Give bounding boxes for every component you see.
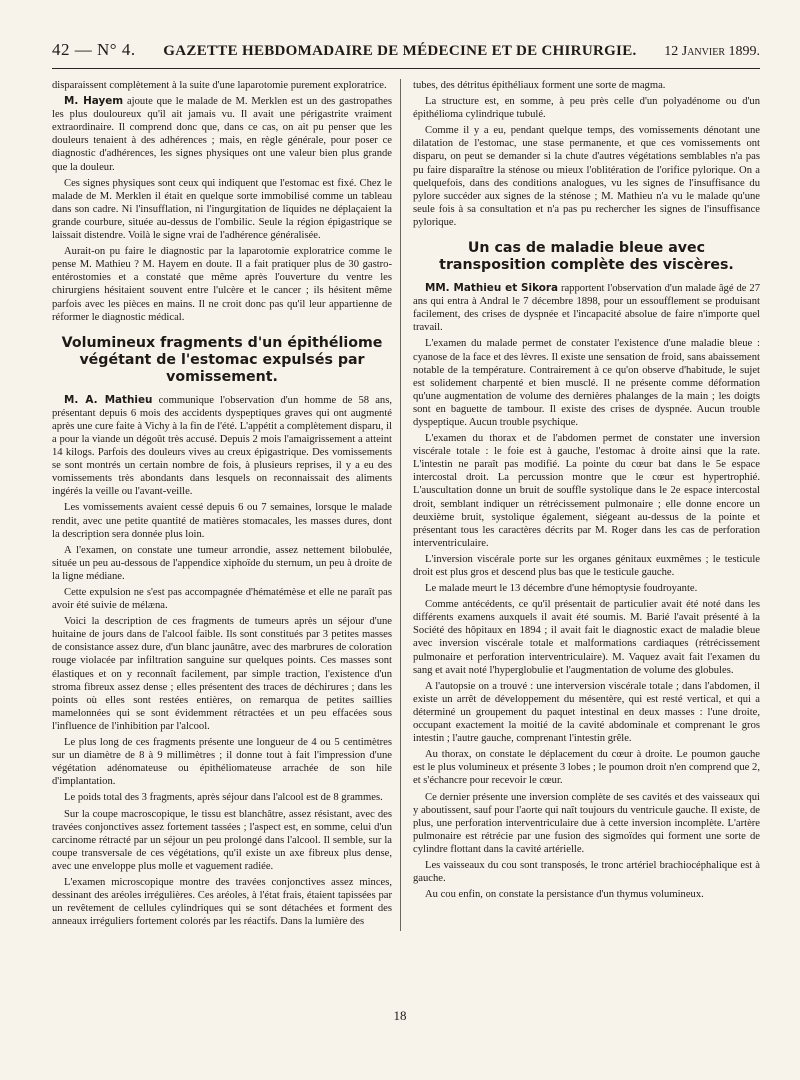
paragraph-text: rapportent l'observation d'un malade âgé de 27 ans qui entra à Andral le 7 décembre 1898, pour un essoufflement se produisant facilement, des crises de dyspnée et l'incapacité absolue de faire n'importe quel travail. xyxy=(413,283,761,334)
journal-title: GAZETTE HEBDOMADAIRE DE MÉDECINE ET DE CHIRURGIE. xyxy=(163,43,637,59)
paragraph: disparaissent complètement à la suite d'une laparotomie purement exploratrice. xyxy=(52,80,387,91)
paragraph: Aurait-on pu faire le diagnostic par la laparotomie exploratrice comme le pense M. Mathieu ? M. Hayem en doute. Il a fait pratiquer plus de 30 gastro-entérostomies et a constaté que même après l'ouverture du ventre les chirurgiens hésitaient souvent entre l'ulcère et le cancer ; ils hésitent même parfois avec les pièces en mains. Il ne croit donc pas qu'il leur appartienne de réformer le diagnostic médical. xyxy=(52,246,392,323)
paragraph: La structure est, en somme, à peu près celle d'un polyadénome ou d'un épithélioma cylindrique tubulé. xyxy=(413,96,760,121)
paragraph: Ce dernier présente une inversion complète de ses cavités et des vaisseaux qui y aboutissent, sauf pour l'aorte qui naît toujours du ventricule gauche. Il existe, de plus, une perforation interventriculaire due à cette inversion incomplète. L'artère pulmonaire est rétrécie par une fusion des sigmoïdes qui forment une sorte de cylindre flottant dans la cavité artérielle. xyxy=(413,791,760,855)
paragraph: L'examen du thorax et de l'abdomen permet de constater une inversion viscérale totale : le foie est à gauche, l'estomac à droite ainsi que la rate. L'intestin ne paraît pas modifié. La pointe du cœur bat dans le 5e espace intercostal droit. La percussion montre que le cœur est hypertrophié. L'auscultation donne un bruit de souffle systolique dans le 2e espace intercostal droit, semblant indiquer un rétrécissement pulmonaire ; elle donne encore un deuxième bruit, systolique également, siégeant au-dessus de la pointe et présentant tous les caractères décrits par M. Roger dans les cas de perforation interventriculaire. xyxy=(413,433,760,549)
paragraph: Le plus long de ces fragments présente une longueur de 4 ou 5 centimètres sur un diamètre de 8 à 9 millimètres ; il donne tout à fait l'impression d'une végétation adénomateuse ou épithéliomateuse arrachée de son hile d'implantation. xyxy=(52,737,392,788)
speaker-name: M. Hayem xyxy=(64,95,124,108)
paragraph: Les vaisseaux du cou sont transposés, le tronc artériel brachiocéphalique est à gauche. xyxy=(413,859,760,885)
section-title: Un cas de maladie bleue avec transposition complète des viscères. xyxy=(439,240,734,274)
paragraph: Comme il y a eu, pendant quelque temps, des vomissements dénotant une dilatation de l'estomac, une stase permanente, et que ces vomissements ont disparu, on peut se demander si la chute d'autres végétations semblables n'a pas pu faire disparaître la sténose ou mieux l'oblitération de l'orifice pylorique. On a quelquefois, dans des conditions analogues, vu les signes de l'insuffisance du pylore succéder aux signes de la sténose ; M. Mathieu n'a vu le malade qu'une seule fois à sa consultation et n'a pas pu rechercher les signes de l'insuffisance pylorique. xyxy=(413,125,760,228)
date-day: 12 xyxy=(664,44,679,59)
paragraph: Sur la coupe macroscopique, le tissu est blanchâtre, assez résistant, avec des travées conjonctives assez fortement tassées ; l'aspect est, en somme, celui d'un carcinome rétracté par un séjour un peu prolongé dans l'alcool. Il semble, sur la coupe transversale de ces végétations, qu'il existe un axe fibreux plus dense, avec une enveloppe plus molle et vaguement radiée. xyxy=(52,808,392,872)
paragraph: Voici la description de ces fragments de tumeurs après un séjour d'une huitaine de jours dans de l'alcool faible. Ils sont constitués par 3 petites masses de consistance assez dure, d'un blanc jaunâtre, avec des marbrures de coloration rouge violacée par infiltration sanguine sur quelques points. Ces masses sont élastiques et on y reconnaît facilement, par simple traction, l'existence d'un stroma fibreux assez dense ; elles présentent des traces de déchirures ; dans les points où elles sont restées entières, on remarqua de petites saillies mamelonnées qui se sont évidemment rétractées et un peu effacées sous l'influence de l'inhibition par l'alcool. xyxy=(52,616,392,732)
paragraph: tubes, des détritus épithéliaux forment une sorte de magma. xyxy=(413,80,666,91)
speaker-name: MM. Mathieu et Sikora xyxy=(425,282,559,295)
paragraph: A l'examen, on constate une tumeur arrondie, assez nettement bilobulée, située un peu au-dessous de l'appendice xiphoïde du sternum, un peu à droite de la ligne médiane. xyxy=(52,544,392,582)
paragraph: Le poids total des 3 fragments, après séjour dans l'alcool est de 8 grammes. xyxy=(64,792,383,804)
paragraph: A l'autopsie on a trouvé : une interversion viscérale totale ; dans l'abdomen, il existe un arrêt de développement du mésentère, qui est resté vertical, et qui a déterminé un groupement du paquet intestinal en deux masses : l'une droite, occupant exactement la moitié de la cavité abdominale et comprenant le gros intestin ; l'autre gauche, comprenant l'intestin grêle. xyxy=(413,680,760,745)
paragraph xyxy=(52,394,392,499)
paragraph-text: communique l'observation d'un homme de 58 ans, présentant depuis 6 mois des accidents dyspeptiques graves qui ont augmenté après une cure faite à Vichy à la fin de l'été. L'appétit a complètement disparu, il a pour la viande un dégoût très accusé. Depuis 2 mois l'amaigrissement a atteint 14 kilogs. Parfois des douleurs vives au creux épigastrique. Des vomissements se sont montrés un certain nombre de fois, à plusieurs reprises, il y a eu des vomissements très abondants dans lesquels on reconnaissait des aliments ingérés la veille ou l'avant-veille. xyxy=(52,394,392,498)
speaker-name: M. A. Mathieu xyxy=(64,393,153,406)
issue-date xyxy=(664,44,760,60)
paragraph xyxy=(413,282,760,334)
paragraph: Au thorax, on constate le déplacement du cœur à droite. Le poumon gauche est le plus volumineux et présente 3 lobes ; le poumon droit n'en comprend que 2, et s'échancre pour recevoir le cœur. xyxy=(413,749,760,787)
right-column xyxy=(413,79,760,931)
paragraph xyxy=(52,95,392,174)
left-column xyxy=(52,79,401,931)
page-number: 18 xyxy=(393,1008,407,1023)
running-header xyxy=(52,40,760,69)
paragraph: Ces signes physiques sont ceux qui indiquent que l'estomac est fixé. Chez le malade de M. Merklen il était en quelque sorte immobilisé comme un tableau dans son cadre. Ni l'insufflation, ni l'ingurgitation de liquides ne déplaçaient la grande courbure, située au-dessus de l'ombilic. Seule la région épigastrique se laissait distendre. Voilà le signe vrai de l'adhérence généralisée. xyxy=(52,177,392,242)
paragraph: Comme antécédents, ce qu'il présentait de particulier avait été noté dans les différents examens auxquels il avait été soumis. M. Barié l'avait présenté à la Société des hôpitaux en 1894 ; il avait fait le diagnostic exact de maladie bleue avec inversion viscérale totale et malformations cardiaques (rétrécissement pulmonaire et perforation interventriculaire). M. Vaquez avait fait l'examen du sang et avait noté l'hyperglobulie et l'augmentation de volume des globules. xyxy=(413,599,760,676)
paragraph: L'inversion viscérale porte sur les organes génitaux euxmêmes ; le testicule droit est plus gros et descend plus bas que le testicule gauche. xyxy=(413,553,760,578)
paragraph: L'examen microscopique montre des travées conjonctives assez minces, dessinant des aréoles irrégulières. Ces aréoles, à l'état frais, étaient tapissées par un revêtement de cellules cylindriques qui se sont détachées et forment des anneaux irréguliers fortement colorés par les réactifs. Dans la lumière des xyxy=(52,876,392,928)
paragraph: Cette expulsion ne s'est pas accompagnée d'hématémèse et elle ne paraît pas avoir été suivie de mélæna. xyxy=(52,587,392,612)
paragraph: L'examen du malade permet de constater l'existence d'une maladie bleue : cyanose de la face et des lèvres. Il existe une sensation de froid, sans abaissement notable de la température. Contrairement à ce qu'on observe d'habitude, le sujet est solidement charpenté et bien musclé. Il ne présente comme déformation qu'une augmentation de volume des dernières phalanges de la main ; les doigts sont en baguette de tambour. Il existe des crises de dyspnée. Aucun trouble dyspeptique. Aucun trouble psychique. xyxy=(413,338,760,428)
paragraph: Au cou enfin, on constate la persistance d'un thymus volumineux. xyxy=(425,889,704,901)
date-year: 1899. xyxy=(728,44,760,59)
page-label: 42 — N° 4. xyxy=(52,40,136,59)
paragraph: Les vomissements avaient cessé depuis 6 ou 7 semaines, lorsque le malade rendit, avec une petite quantité de matières stomacales, les masses dures, dont la description sera donnée plus loin. xyxy=(52,502,392,540)
paragraph: Le malade meurt le 13 décembre d'une hémoptysie foudroyante. xyxy=(425,583,698,595)
date-month: Janvier xyxy=(681,44,725,59)
paragraph-text: ajoute que le malade de M. Merklen est un des gastropathes les plus douloureux qu'il ait jamais vu. Il avait une périgastrite vraiment extraordinaire. Il comprend donc que, dans ce cas, on ait pu penser que les douleurs tenaient à des adhérences ; mais, en règle générale, pour poser ce diagnostic d'adhérences, les signes physiques ont une valeur bien plus grande que la douleur. xyxy=(52,96,392,173)
body-columns xyxy=(52,79,760,931)
section-title: Volumineux fragments d'un épithéliome végétant de l'estomac expulsés par vomissement. xyxy=(61,334,383,385)
